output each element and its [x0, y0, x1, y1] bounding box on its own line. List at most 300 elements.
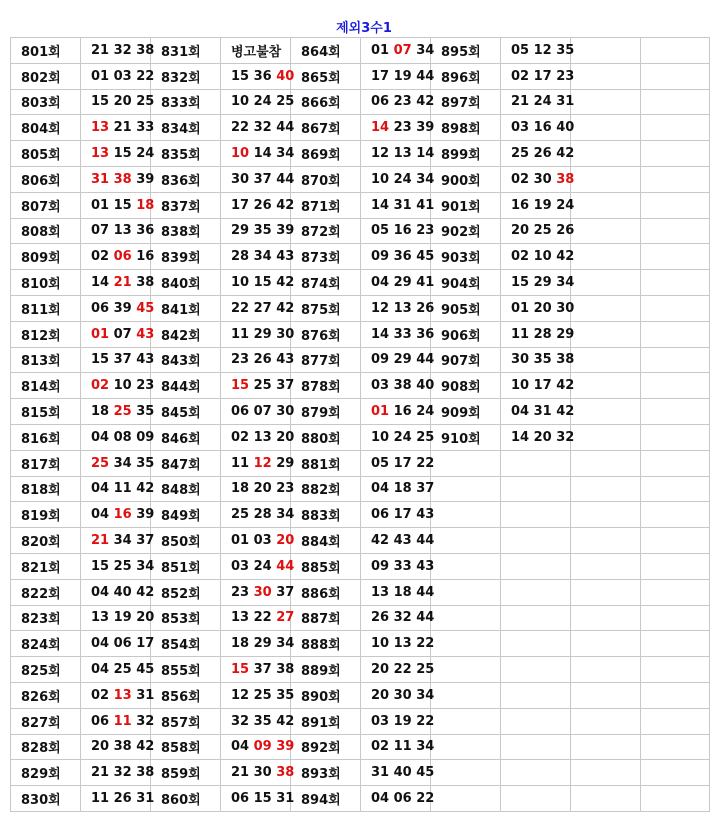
number: 01	[91, 68, 110, 84]
number: 17	[371, 68, 390, 84]
table-row	[11, 786, 710, 812]
number: 03	[511, 120, 530, 136]
number: 42	[416, 94, 435, 110]
table-row	[11, 141, 710, 167]
number: 29	[253, 636, 272, 652]
number: 34	[556, 275, 575, 291]
numbers-cell	[501, 786, 571, 812]
round-cell: 830회	[11, 786, 81, 812]
number: 37	[276, 378, 295, 394]
numbers-cell	[361, 399, 435, 425]
highlighted-number: 13	[91, 146, 110, 162]
number: 30	[253, 765, 272, 781]
number: 23	[136, 378, 155, 394]
number: 41	[416, 275, 435, 291]
number: 02	[511, 68, 530, 84]
number: 18	[231, 636, 250, 652]
number: 18	[231, 481, 250, 497]
table-row	[11, 424, 710, 450]
numbers-cell	[641, 682, 710, 708]
number: 15	[231, 68, 250, 84]
number: 14	[511, 429, 530, 445]
numbers-cell	[641, 579, 710, 605]
number: 13	[231, 610, 250, 626]
number: 42	[556, 249, 575, 265]
highlighted-number: 21	[91, 533, 110, 549]
numbers-cell	[81, 786, 155, 812]
round-cell	[431, 708, 501, 734]
numbers-cell	[221, 166, 295, 192]
numbers-cell	[221, 295, 295, 321]
numbers-cell	[361, 321, 435, 347]
numbers-cell	[501, 244, 575, 270]
numbers-cell	[361, 166, 435, 192]
round-cell: 849회	[151, 502, 221, 528]
round-cell: 893회	[291, 760, 361, 786]
round-cell	[571, 115, 641, 141]
number: 44	[276, 171, 295, 187]
numbers-cell	[361, 657, 435, 683]
number: 22	[416, 791, 435, 806]
number: 13	[113, 223, 132, 239]
number: 19	[533, 197, 552, 213]
number: 31	[393, 197, 412, 213]
number: 44	[416, 610, 435, 626]
number: 34	[253, 249, 272, 265]
number: 23	[231, 352, 250, 368]
number: 16	[393, 404, 412, 420]
round-cell	[431, 450, 501, 476]
number: 45	[416, 765, 435, 781]
round-cell: 872회	[291, 218, 361, 244]
round-cell	[571, 295, 641, 321]
number: 43	[393, 533, 412, 549]
number: 34	[136, 558, 155, 574]
number: 15	[113, 197, 132, 213]
number: 04	[371, 791, 390, 806]
number: 26	[253, 352, 272, 368]
highlighted-number: 01	[371, 404, 390, 420]
number: 05	[371, 455, 390, 471]
round-cell	[431, 502, 501, 528]
round-cell: 897회	[431, 89, 501, 115]
number: 17	[393, 507, 412, 523]
number: 33	[393, 558, 412, 574]
number: 17	[533, 378, 552, 394]
number: 39	[416, 120, 435, 136]
number: 38	[136, 765, 155, 781]
number: 21	[511, 94, 530, 110]
round-cell	[571, 399, 641, 425]
round-cell: 816회	[11, 424, 81, 450]
numbers-cell	[501, 450, 571, 476]
round-cell: 831회	[151, 38, 221, 64]
round-cell	[431, 605, 501, 631]
round-cell: 874회	[291, 270, 361, 296]
numbers-cell	[221, 424, 295, 450]
round-cell: 869회	[291, 141, 361, 167]
number: 40	[393, 765, 412, 781]
round-cell: 841회	[151, 295, 221, 321]
number: 42	[276, 197, 295, 213]
numbers-cell	[641, 424, 710, 450]
number: 25	[113, 558, 132, 574]
highlighted-number: 01	[91, 326, 110, 342]
number: 45	[416, 249, 435, 265]
numbers-cell	[81, 450, 155, 476]
number: 22	[416, 455, 435, 471]
numbers-cell	[501, 89, 575, 115]
number: 45	[136, 662, 155, 678]
round-cell	[431, 476, 501, 502]
table-row	[11, 760, 710, 786]
round-cell	[571, 38, 641, 64]
numbers-cell	[501, 605, 571, 631]
highlighted-number: 11	[113, 713, 132, 729]
number: 30	[276, 326, 295, 342]
number: 10	[371, 429, 390, 445]
round-cell	[571, 631, 641, 657]
table-row	[11, 38, 710, 64]
round-cell: 808회	[11, 218, 81, 244]
number: 02	[511, 249, 530, 265]
highlighted-number: 13	[91, 120, 110, 136]
numbers-cell	[641, 528, 710, 554]
number: 13	[393, 146, 412, 162]
numbers-cell	[641, 631, 710, 657]
table-row	[11, 192, 710, 218]
numbers-cell	[81, 192, 155, 218]
number: 43	[276, 249, 295, 265]
number: 43	[416, 507, 435, 523]
number: 13	[393, 636, 412, 652]
round-cell: 906회	[431, 321, 501, 347]
numbers-cell	[221, 734, 295, 760]
round-cell	[571, 734, 641, 760]
numbers-cell	[361, 760, 435, 786]
number: 24	[416, 404, 435, 420]
highlighted-number: 09	[253, 739, 272, 755]
number: 02	[91, 249, 110, 265]
round-cell: 858회	[151, 734, 221, 760]
numbers-cell	[81, 760, 155, 786]
round-cell: 885회	[291, 553, 361, 579]
highlighted-number: 14	[371, 120, 390, 136]
number: 08	[113, 429, 132, 445]
numbers-cell	[501, 63, 575, 89]
table-row	[11, 450, 710, 476]
number: 15	[91, 558, 110, 574]
numbers-cell	[501, 347, 575, 373]
round-cell: 896회	[431, 63, 501, 89]
number: 34	[416, 42, 435, 58]
numbers-cell	[501, 38, 575, 64]
number: 41	[416, 197, 435, 213]
number: 29	[533, 275, 552, 291]
number: 18	[393, 584, 412, 600]
number: 34	[416, 171, 435, 187]
table-row	[11, 579, 710, 605]
table-row	[11, 528, 710, 554]
number: 35	[276, 687, 295, 703]
highlighted-number: 39	[276, 739, 295, 755]
table-row	[11, 399, 710, 425]
number: 05	[371, 223, 390, 239]
round-cell: 877회	[291, 347, 361, 373]
number: 04	[91, 429, 110, 445]
number: 11	[393, 739, 412, 755]
round-cell: 865회	[291, 63, 361, 89]
round-cell: 871회	[291, 192, 361, 218]
numbers-cell	[221, 708, 295, 734]
numbers-cell	[221, 450, 295, 476]
number: 18	[91, 404, 110, 420]
table-row	[11, 115, 710, 141]
number: 04	[371, 275, 390, 291]
number: 16	[511, 197, 530, 213]
number: 07	[91, 223, 110, 239]
numbers-cell	[81, 321, 155, 347]
round-cell	[431, 786, 501, 812]
table-row	[11, 657, 710, 683]
number: 40	[416, 378, 435, 394]
table-row	[11, 89, 710, 115]
number: 23	[556, 68, 575, 84]
round-cell: 887회	[291, 605, 361, 631]
table-row	[11, 682, 710, 708]
round-cell: 814회	[11, 373, 81, 399]
round-cell: 832회	[151, 63, 221, 89]
round-cell: 811회	[11, 295, 81, 321]
round-cell: 809회	[11, 244, 81, 270]
number: 42	[136, 481, 155, 497]
numbers-cell	[221, 502, 295, 528]
numbers-cell: 병고불참	[221, 38, 291, 64]
highlighted-number: 44	[276, 558, 295, 574]
round-cell: 818회	[11, 476, 81, 502]
numbers-cell	[361, 553, 435, 579]
round-cell: 834회	[151, 115, 221, 141]
numbers-cell	[501, 218, 575, 244]
numbers-cell	[501, 399, 575, 425]
round-cell: 879회	[291, 399, 361, 425]
number: 17	[393, 455, 412, 471]
number: 11	[231, 326, 250, 342]
number: 39	[113, 300, 132, 316]
round-cell: 812회	[11, 321, 81, 347]
number: 35	[136, 404, 155, 420]
round-cell: 855회	[151, 657, 221, 683]
number: 20	[113, 94, 132, 110]
number: 10	[511, 378, 530, 394]
number: 38	[136, 42, 155, 58]
numbers-cell	[641, 605, 710, 631]
number: 19	[393, 68, 412, 84]
number: 12	[371, 146, 390, 162]
number: 30	[231, 171, 250, 187]
number: 03	[231, 558, 250, 574]
numbers-cell	[221, 786, 295, 812]
number: 39	[276, 223, 295, 239]
numbers-cell	[361, 786, 435, 812]
numbers-cell	[221, 321, 295, 347]
number: 06	[393, 791, 412, 806]
number: 37	[253, 171, 272, 187]
number: 35	[533, 352, 552, 368]
number: 37	[253, 662, 272, 678]
round-cell: 880회	[291, 424, 361, 450]
numbers-cell	[221, 347, 295, 373]
number: 22	[136, 68, 155, 84]
round-cell: 909회	[431, 399, 501, 425]
round-cell	[571, 760, 641, 786]
numbers-cell	[221, 270, 295, 296]
number: 44	[416, 533, 435, 549]
round-cell: 899회	[431, 141, 501, 167]
numbers-cell	[81, 399, 155, 425]
round-cell	[571, 579, 641, 605]
round-cell	[571, 347, 641, 373]
number: 10	[533, 249, 552, 265]
number: 20	[371, 662, 390, 678]
numbers-cell	[361, 89, 435, 115]
number: 36	[416, 326, 435, 342]
number: 04	[511, 404, 530, 420]
numbers-cell	[81, 605, 155, 631]
number: 11	[91, 791, 110, 806]
numbers-cell	[501, 553, 571, 579]
number: 43	[276, 352, 295, 368]
number: 36	[393, 249, 412, 265]
highlighted-number: 13	[113, 687, 132, 703]
number: 22	[416, 713, 435, 729]
numbers-cell	[641, 192, 710, 218]
round-cell: 836회	[151, 166, 221, 192]
numbers-cell	[641, 141, 710, 167]
number: 33	[136, 120, 155, 136]
number: 17	[136, 636, 155, 652]
number: 06	[113, 636, 132, 652]
number: 44	[416, 68, 435, 84]
round-cell: 838회	[151, 218, 221, 244]
numbers-cell	[641, 115, 710, 141]
round-cell	[431, 528, 501, 554]
number: 28	[231, 249, 250, 265]
number: 29	[276, 455, 295, 471]
highlighted-number: 15	[231, 662, 250, 678]
number: 31	[371, 765, 390, 781]
numbers-cell	[361, 373, 435, 399]
number: 43	[136, 352, 155, 368]
number: 39	[136, 171, 155, 187]
number: 09	[371, 558, 390, 574]
number: 04	[91, 507, 110, 523]
numbers-cell	[641, 244, 710, 270]
number: 21	[231, 765, 250, 781]
number: 36	[136, 223, 155, 239]
number: 13	[393, 300, 412, 316]
numbers-cell	[81, 734, 155, 760]
numbers-cell	[81, 528, 155, 554]
numbers-cell	[641, 63, 710, 89]
numbers-cell	[501, 115, 575, 141]
number: 01	[91, 197, 110, 213]
numbers-cell	[501, 502, 571, 528]
round-cell	[571, 502, 641, 528]
number: 10	[231, 94, 250, 110]
numbers-cell	[81, 63, 155, 89]
number: 19	[113, 610, 132, 626]
number: 27	[253, 300, 272, 316]
numbers-cell	[361, 63, 435, 89]
numbers-cell	[81, 218, 155, 244]
round-cell	[571, 708, 641, 734]
number: 30	[511, 352, 530, 368]
number: 35	[136, 455, 155, 471]
number: 09	[371, 352, 390, 368]
number: 09	[136, 429, 155, 445]
numbers-cell	[501, 579, 571, 605]
number: 06	[231, 404, 250, 420]
round-cell: 882회	[291, 476, 361, 502]
round-cell: 852회	[151, 579, 221, 605]
round-cell: 894회	[291, 786, 361, 812]
number: 22	[231, 120, 250, 136]
numbers-cell	[81, 708, 155, 734]
numbers-cell	[641, 89, 710, 115]
numbers-cell	[221, 528, 295, 554]
number: 44	[276, 120, 295, 136]
number: 04	[91, 584, 110, 600]
numbers-cell	[501, 682, 571, 708]
number: 39	[136, 507, 155, 523]
round-cell: 837회	[151, 192, 221, 218]
numbers-cell	[641, 450, 710, 476]
number: 36	[253, 68, 272, 84]
round-cell: 815회	[11, 399, 81, 425]
highlighted-number: 25	[91, 455, 110, 471]
highlighted-number: 18	[136, 197, 155, 213]
number: 42	[136, 739, 155, 755]
number: 20	[276, 429, 295, 445]
number: 06	[371, 507, 390, 523]
numbers-cell	[221, 682, 295, 708]
round-cell: 842회	[151, 321, 221, 347]
table-row	[11, 166, 710, 192]
round-cell: 888회	[291, 631, 361, 657]
number: 11	[511, 326, 530, 342]
number: 13	[91, 610, 110, 626]
number: 35	[253, 223, 272, 239]
round-cell: 833회	[151, 89, 221, 115]
number: 25	[511, 146, 530, 162]
table-row	[11, 244, 710, 270]
number: 24	[533, 94, 552, 110]
table-row	[11, 708, 710, 734]
number: 38	[113, 739, 132, 755]
round-cell	[571, 553, 641, 579]
number: 20	[371, 687, 390, 703]
number: 21	[113, 120, 132, 136]
numbers-cell	[641, 399, 710, 425]
round-cell: 826회	[11, 682, 81, 708]
numbers-cell	[501, 760, 571, 786]
numbers-cell	[221, 553, 295, 579]
number: 17	[533, 68, 552, 84]
number: 25	[253, 378, 272, 394]
round-cell: 805회	[11, 141, 81, 167]
number: 43	[416, 558, 435, 574]
